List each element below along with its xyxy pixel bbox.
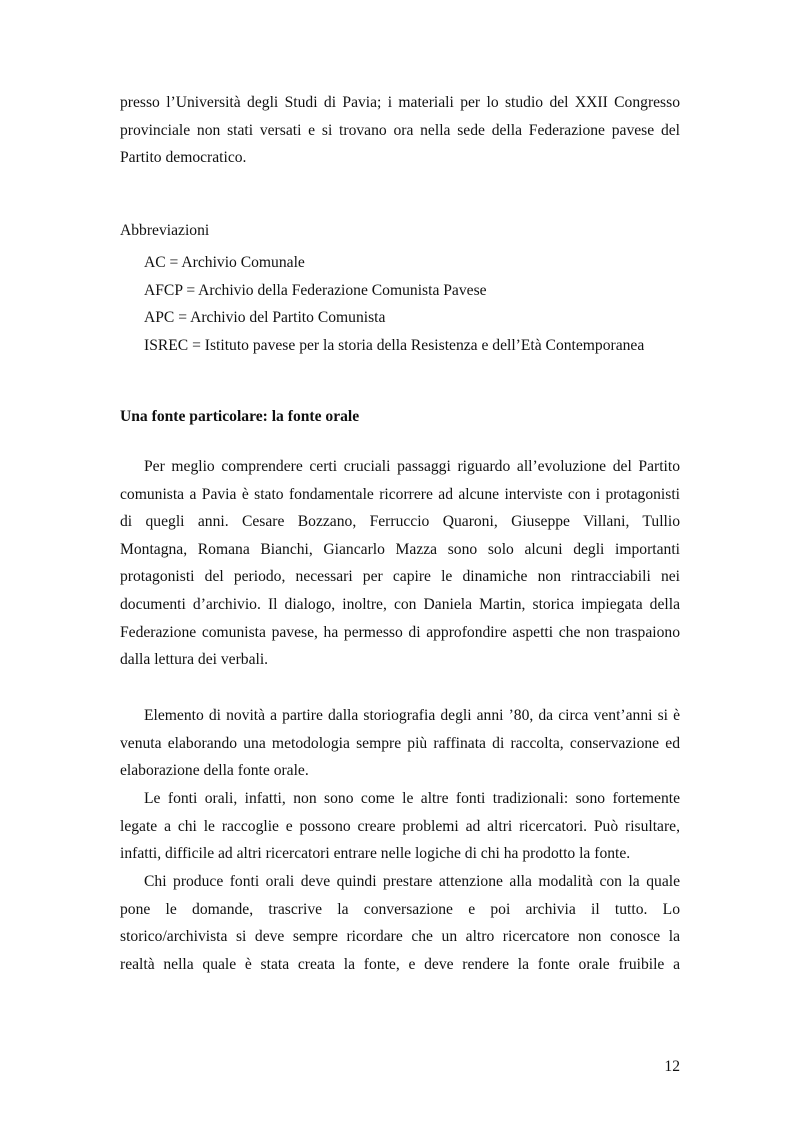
paragraph-line: comunista a Pavia è stato fondamentale ricorrere ad alcune interviste con i protagonisti	[120, 485, 680, 503]
paragraph-line: venuta elaborando una metodologia sempre più raffinata di raccolta, conservazione ed	[120, 734, 680, 752]
intro-paragraph	[120, 89, 680, 172]
paragraph-line: Chi produce fonti orali deve quindi prestare attenzione alla modalità con la quale	[144, 873, 680, 890]
paragraph-line: Le fonti orali, infatti, non sono come le altre fonti tradizionali: sono fortemente	[144, 790, 680, 807]
abbreviation-item: APC = Archivio del Partito Comunista	[144, 309, 386, 327]
section-heading: Una fonte particolare: la fonte orale	[120, 408, 360, 425]
paragraph-line: realtà nella quale è stata creata la fonte, e deve rendere la fonte orale fruibile a	[120, 955, 680, 973]
paragraph-line: pone le domande, trascrive la conversazione e poi archivia il tutto. Lo	[120, 900, 680, 918]
abbreviation-item: AFCP = Archivio della Federazione Comunista Pavese	[144, 281, 487, 299]
paragraph-line: legate a chi le raccoglie e possono creare problemi ad altri ricercatori. Può risultare,	[120, 817, 680, 835]
intro-line: presso l’Università degli Studi di Pavia; i materiali per lo studio del XXII Congresso	[120, 94, 680, 111]
intro-line: Partito democratico.	[120, 149, 247, 167]
abbreviation-item: ISREC = Istituto pavese per la storia della Resistenza e dell’Età Contemporanea	[144, 336, 645, 354]
page-number: 12	[664, 1058, 680, 1075]
intro-line: provinciale non stati versati e si trovano ora nella sede della Federazione pavese del	[120, 121, 680, 139]
paragraph-line: Federazione comunista pavese, ha permesso di approfondire aspetti che non traspaiono	[120, 623, 680, 641]
paragraph-line: Montagna, Romana Bianchi, Giancarlo Mazza sono solo alcuni degli importanti	[120, 540, 680, 558]
paragraph-line: documenti d’archivio. Il dialogo, inoltre, con Daniela Martin, storica impiegata della	[120, 595, 680, 613]
paragraph-line: di quegli anni. Cesare Bozzano, Ferruccio Quaroni, Giuseppe Villani, Tullio	[120, 513, 680, 531]
document-page	[120, 0, 680, 1123]
body-paragraph	[120, 453, 680, 674]
paragraph-line: dalla lettura dei verbali.	[120, 651, 269, 669]
paragraph-line: elaborazione della fonte orale.	[120, 762, 309, 780]
paragraph-line: Per meglio comprendere certi cruciali passaggi riguardo all’evoluzione del Partito	[144, 458, 680, 475]
paragraph-line: infatti, difficile ad altri ricercatori entrare nelle logiche di chi ha prodotto la fonte.	[120, 845, 631, 863]
body-paragraph	[120, 785, 680, 868]
body-paragraph	[120, 702, 680, 785]
paragraph-line: protagonisti del periodo, necessari per capire le dinamiche non rintracciabili nei	[120, 568, 680, 586]
abbreviations-title: Abbreviazioni	[120, 222, 210, 239]
body-paragraph	[120, 868, 680, 978]
paragraph-line: Elemento di novità a partire dalla storiografia degli anni ’80, da circa vent’anni si è	[144, 707, 680, 724]
abbreviations-list	[144, 249, 644, 359]
paragraph-line: storico/archivista si deve sempre ricordare che un altro ricercatore non conosce la	[120, 928, 680, 946]
abbreviation-item: AC = Archivio Comunale	[144, 254, 305, 271]
